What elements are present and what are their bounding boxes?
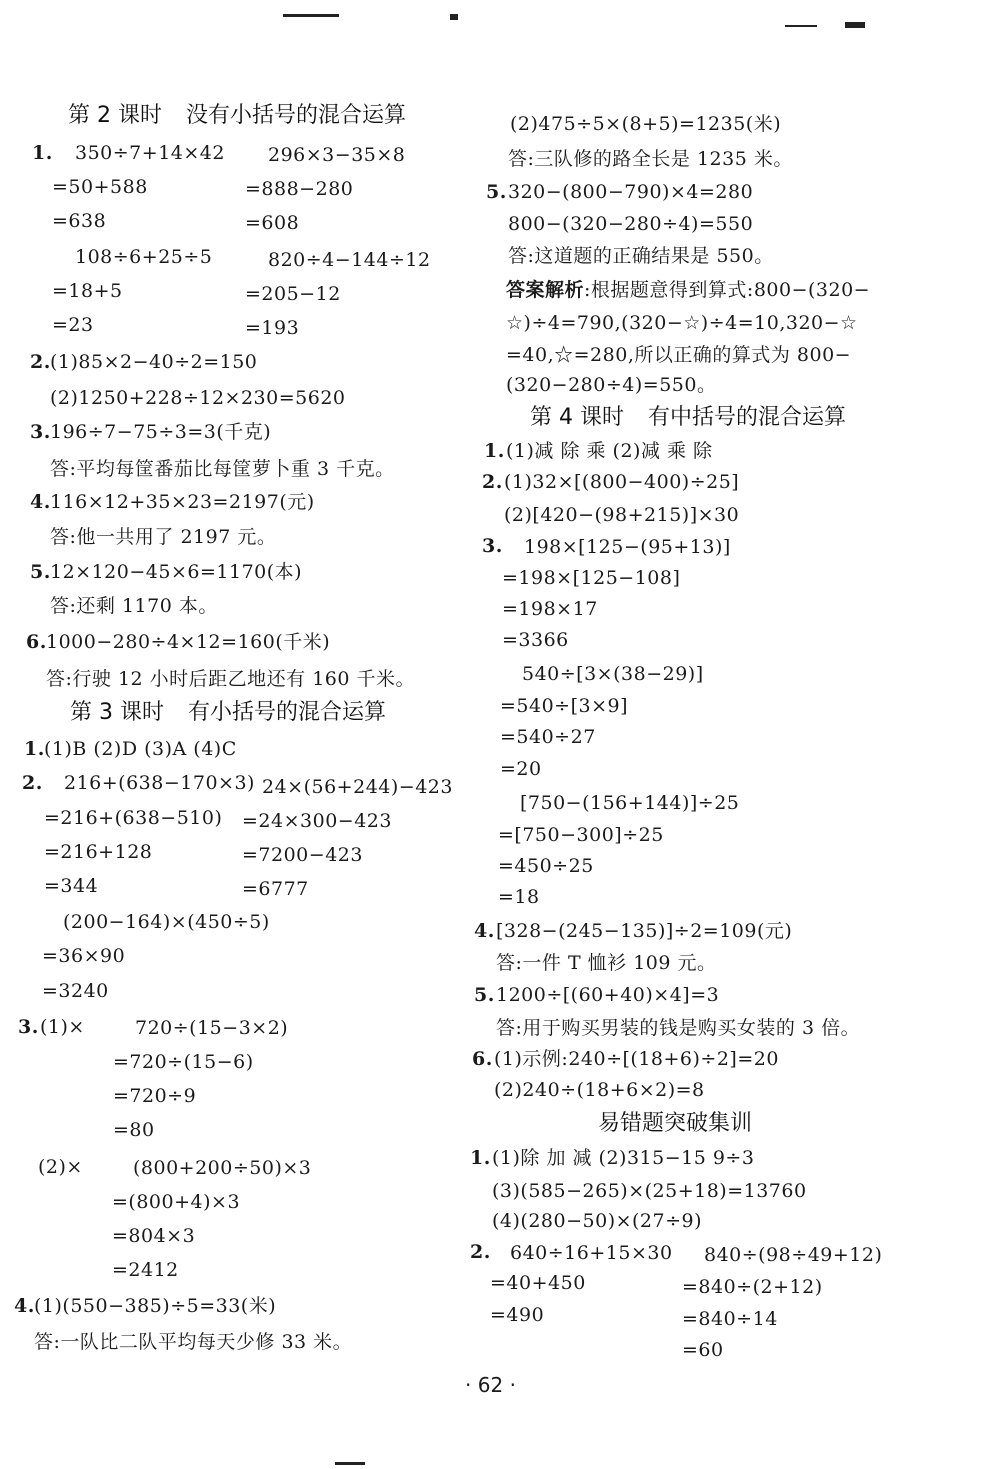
expression: =198×17 xyxy=(502,598,598,620)
question-number: 3. xyxy=(30,421,51,443)
expression: =18+5 xyxy=(52,280,123,302)
expression: (1)示例:240÷[(18+6)÷2]=20 xyxy=(494,1048,779,1070)
question-number: 1. xyxy=(470,1147,491,1169)
answer-text: 答:用于购买男装的钱是购买女装的 3 倍。 xyxy=(496,1017,861,1039)
expression: =450÷25 xyxy=(498,855,594,877)
expression: (1)减 除 乘 (2)减 乘 除 xyxy=(506,440,713,462)
question-number: 2. xyxy=(482,471,503,493)
expression: 800−(320−280÷4)=550 xyxy=(508,213,754,235)
expression: (1)85×2−40÷2=150 xyxy=(50,351,258,373)
expression: (800+200÷50)×3 xyxy=(133,1157,312,1179)
expression: =3240 xyxy=(42,980,109,1002)
expression: =80 xyxy=(113,1119,155,1141)
expression: =804×3 xyxy=(112,1225,196,1247)
question-number: 3. xyxy=(482,535,503,557)
expression: =(800+4)×3 xyxy=(112,1191,241,1213)
question-number: 1. xyxy=(32,142,53,164)
heading-lesson: 第 4 课时 xyxy=(530,405,624,430)
question-number: 2. xyxy=(470,1241,491,1263)
expression: =40+450 xyxy=(490,1272,586,1294)
expression: =608 xyxy=(245,212,300,234)
explanation-text: ☆)÷4=790,(320−☆)÷4=10,320−☆ xyxy=(506,312,858,334)
expression: (2)× xyxy=(38,1156,83,1178)
expression: (1)× xyxy=(40,1016,85,1038)
expression: 116×12+35×23=2197(元) xyxy=(50,491,315,513)
expression: 840÷(98÷49+12) xyxy=(704,1244,883,1266)
section-heading xyxy=(70,699,386,727)
expression: =60 xyxy=(682,1339,724,1361)
expression: =216+(638−510) xyxy=(44,807,223,829)
expression: =540÷27 xyxy=(500,726,596,748)
question-number: 2. xyxy=(22,772,43,794)
expression: 108÷6+25÷5 xyxy=(75,246,213,268)
expression: (1)(550−385)÷5=33(米) xyxy=(34,1295,277,1317)
expression: 1200÷[(60+40)×4]=3 xyxy=(496,984,720,1006)
page-number: · 62 · xyxy=(465,1373,516,1397)
answer-text: 答:平均每筐番茄比每筐萝卜重 3 千克。 xyxy=(50,458,395,480)
answer-text: 答:一队比二队平均每天少修 33 米。 xyxy=(34,1331,353,1353)
question-number: 1. xyxy=(24,738,45,760)
expression: =216+128 xyxy=(44,841,153,863)
expression: 640÷16+15×30 xyxy=(510,1242,673,1264)
expression: =840÷14 xyxy=(682,1308,778,1330)
heading-lesson: 第 2 课时 xyxy=(68,103,162,128)
expression: (2)240÷(18+6×2)=8 xyxy=(494,1079,705,1101)
expression: =36×90 xyxy=(42,945,126,967)
expression: 12×120−45×6=1170(本) xyxy=(50,561,303,583)
question-number: 4. xyxy=(30,491,51,513)
expression: =18 xyxy=(498,886,540,908)
expression: 350÷7+14×42 xyxy=(75,142,225,164)
answer-text: 答:这道题的正确结果是 550。 xyxy=(508,245,774,267)
question-number: 2. xyxy=(30,351,51,373)
question-number: 6. xyxy=(26,631,47,653)
heading-topic: 没有小括号的混合运算 xyxy=(185,103,406,128)
question-number: 1. xyxy=(484,440,505,462)
question-number: 5. xyxy=(474,984,495,1006)
section-heading xyxy=(68,102,406,130)
scan-mark xyxy=(785,25,817,27)
answer-text: 答:还剩 1170 本。 xyxy=(50,595,218,617)
expression: (1)B (2)D (3)A (4)C xyxy=(44,738,237,760)
expression: =344 xyxy=(44,875,99,897)
expression: =540÷[3×9] xyxy=(500,695,629,717)
expression: 24×(56+244)−423 xyxy=(262,776,453,798)
answer-text: 答:行驶 12 小时后距乙地还有 160 千米。 xyxy=(46,668,416,690)
expression: =6777 xyxy=(242,878,309,900)
expression: (3)(585−265)×(25+18)=13760 xyxy=(492,1180,807,1202)
question-number: 6. xyxy=(472,1048,493,1070)
expression: (200−164)×(450÷5) xyxy=(63,911,270,933)
answer-text: 答:一件 T 恤衫 109 元。 xyxy=(496,952,717,974)
expression: =24×300−423 xyxy=(242,810,392,832)
expression: [328−(245−135)]÷2=109(元) xyxy=(496,920,793,942)
expression: =[750−300]÷25 xyxy=(498,824,664,846)
expression: (2)1250+228÷12×230=5620 xyxy=(50,387,346,409)
question-number: 4. xyxy=(14,1295,35,1317)
heading-lesson: 第 3 课时 xyxy=(70,700,164,725)
expression: =3366 xyxy=(502,629,569,651)
expression: =205−12 xyxy=(245,283,341,305)
section-heading: 易错题突破集训 xyxy=(598,1111,753,1136)
expression: 540÷[3×(38−29)] xyxy=(522,663,704,685)
explanation-text: =40,☆=280,所以正确的算式为 800− xyxy=(506,344,852,366)
expression: 196÷7−75÷3=3(千克) xyxy=(50,421,272,443)
explanation-label: 答案解析 xyxy=(506,279,585,301)
expression: (1)除 加 减 (2)315−15 9÷3 xyxy=(492,1147,755,1169)
expression: =23 xyxy=(52,314,94,336)
expression: 198×[125−(95+13)] xyxy=(524,536,731,558)
question-number: 3. xyxy=(18,1016,39,1038)
expression: =198×[125−108] xyxy=(502,567,681,589)
expression: (4)(280−50)×(27÷9) xyxy=(492,1210,703,1232)
scan-mark xyxy=(283,14,339,17)
expression: 820÷4−144÷12 xyxy=(268,249,431,271)
explanation-text: (320−280÷4)=550。 xyxy=(506,374,717,396)
expression: =638 xyxy=(52,210,107,232)
expression: 296×3−35×8 xyxy=(268,144,406,166)
expression: (2)475÷5×(8+5)=1235(米) xyxy=(510,113,782,135)
answer-text: 答:三队修的路全长是 1235 米。 xyxy=(508,148,793,170)
question-number: 4. xyxy=(474,920,495,942)
scan-mark xyxy=(450,14,458,20)
expression: =720÷9 xyxy=(113,1085,197,1107)
expression: =193 xyxy=(245,317,300,339)
expression: 320−(800−790)×4=280 xyxy=(508,181,754,203)
expression: =7200−423 xyxy=(242,844,363,866)
explanation-line xyxy=(506,278,870,302)
answer-text: 答:他一共用了 2197 元。 xyxy=(50,526,277,548)
expression: =720÷(15−6) xyxy=(113,1051,254,1073)
expression: =2412 xyxy=(112,1259,179,1281)
expression: 720÷(15−3×2) xyxy=(135,1017,289,1039)
expression: =888−280 xyxy=(245,178,354,200)
expression: =20 xyxy=(500,758,542,780)
heading-topic: 有小括号的混合运算 xyxy=(187,700,386,725)
expression: =490 xyxy=(490,1304,545,1326)
explanation-text: :根据题意得到算式:800−(320− xyxy=(584,279,871,301)
expression: =840÷(2+12) xyxy=(682,1276,823,1298)
expression: =50+588 xyxy=(52,176,148,198)
expression: 216+(638−170×3) xyxy=(64,772,255,794)
expression: (1)32×[(800−400)÷25] xyxy=(504,471,740,493)
expression: [750−(156+144)]÷25 xyxy=(520,792,740,814)
section-heading xyxy=(530,404,846,432)
question-number: 5. xyxy=(486,181,507,203)
expression: (2)[420−(98+215)]×30 xyxy=(504,504,740,526)
question-number: 5. xyxy=(30,561,51,583)
heading-topic: 有中括号的混合运算 xyxy=(647,405,846,430)
scan-mark xyxy=(845,22,865,28)
expression: 1000−280÷4×12=160(千米) xyxy=(46,631,331,653)
scan-mark xyxy=(335,1462,365,1465)
